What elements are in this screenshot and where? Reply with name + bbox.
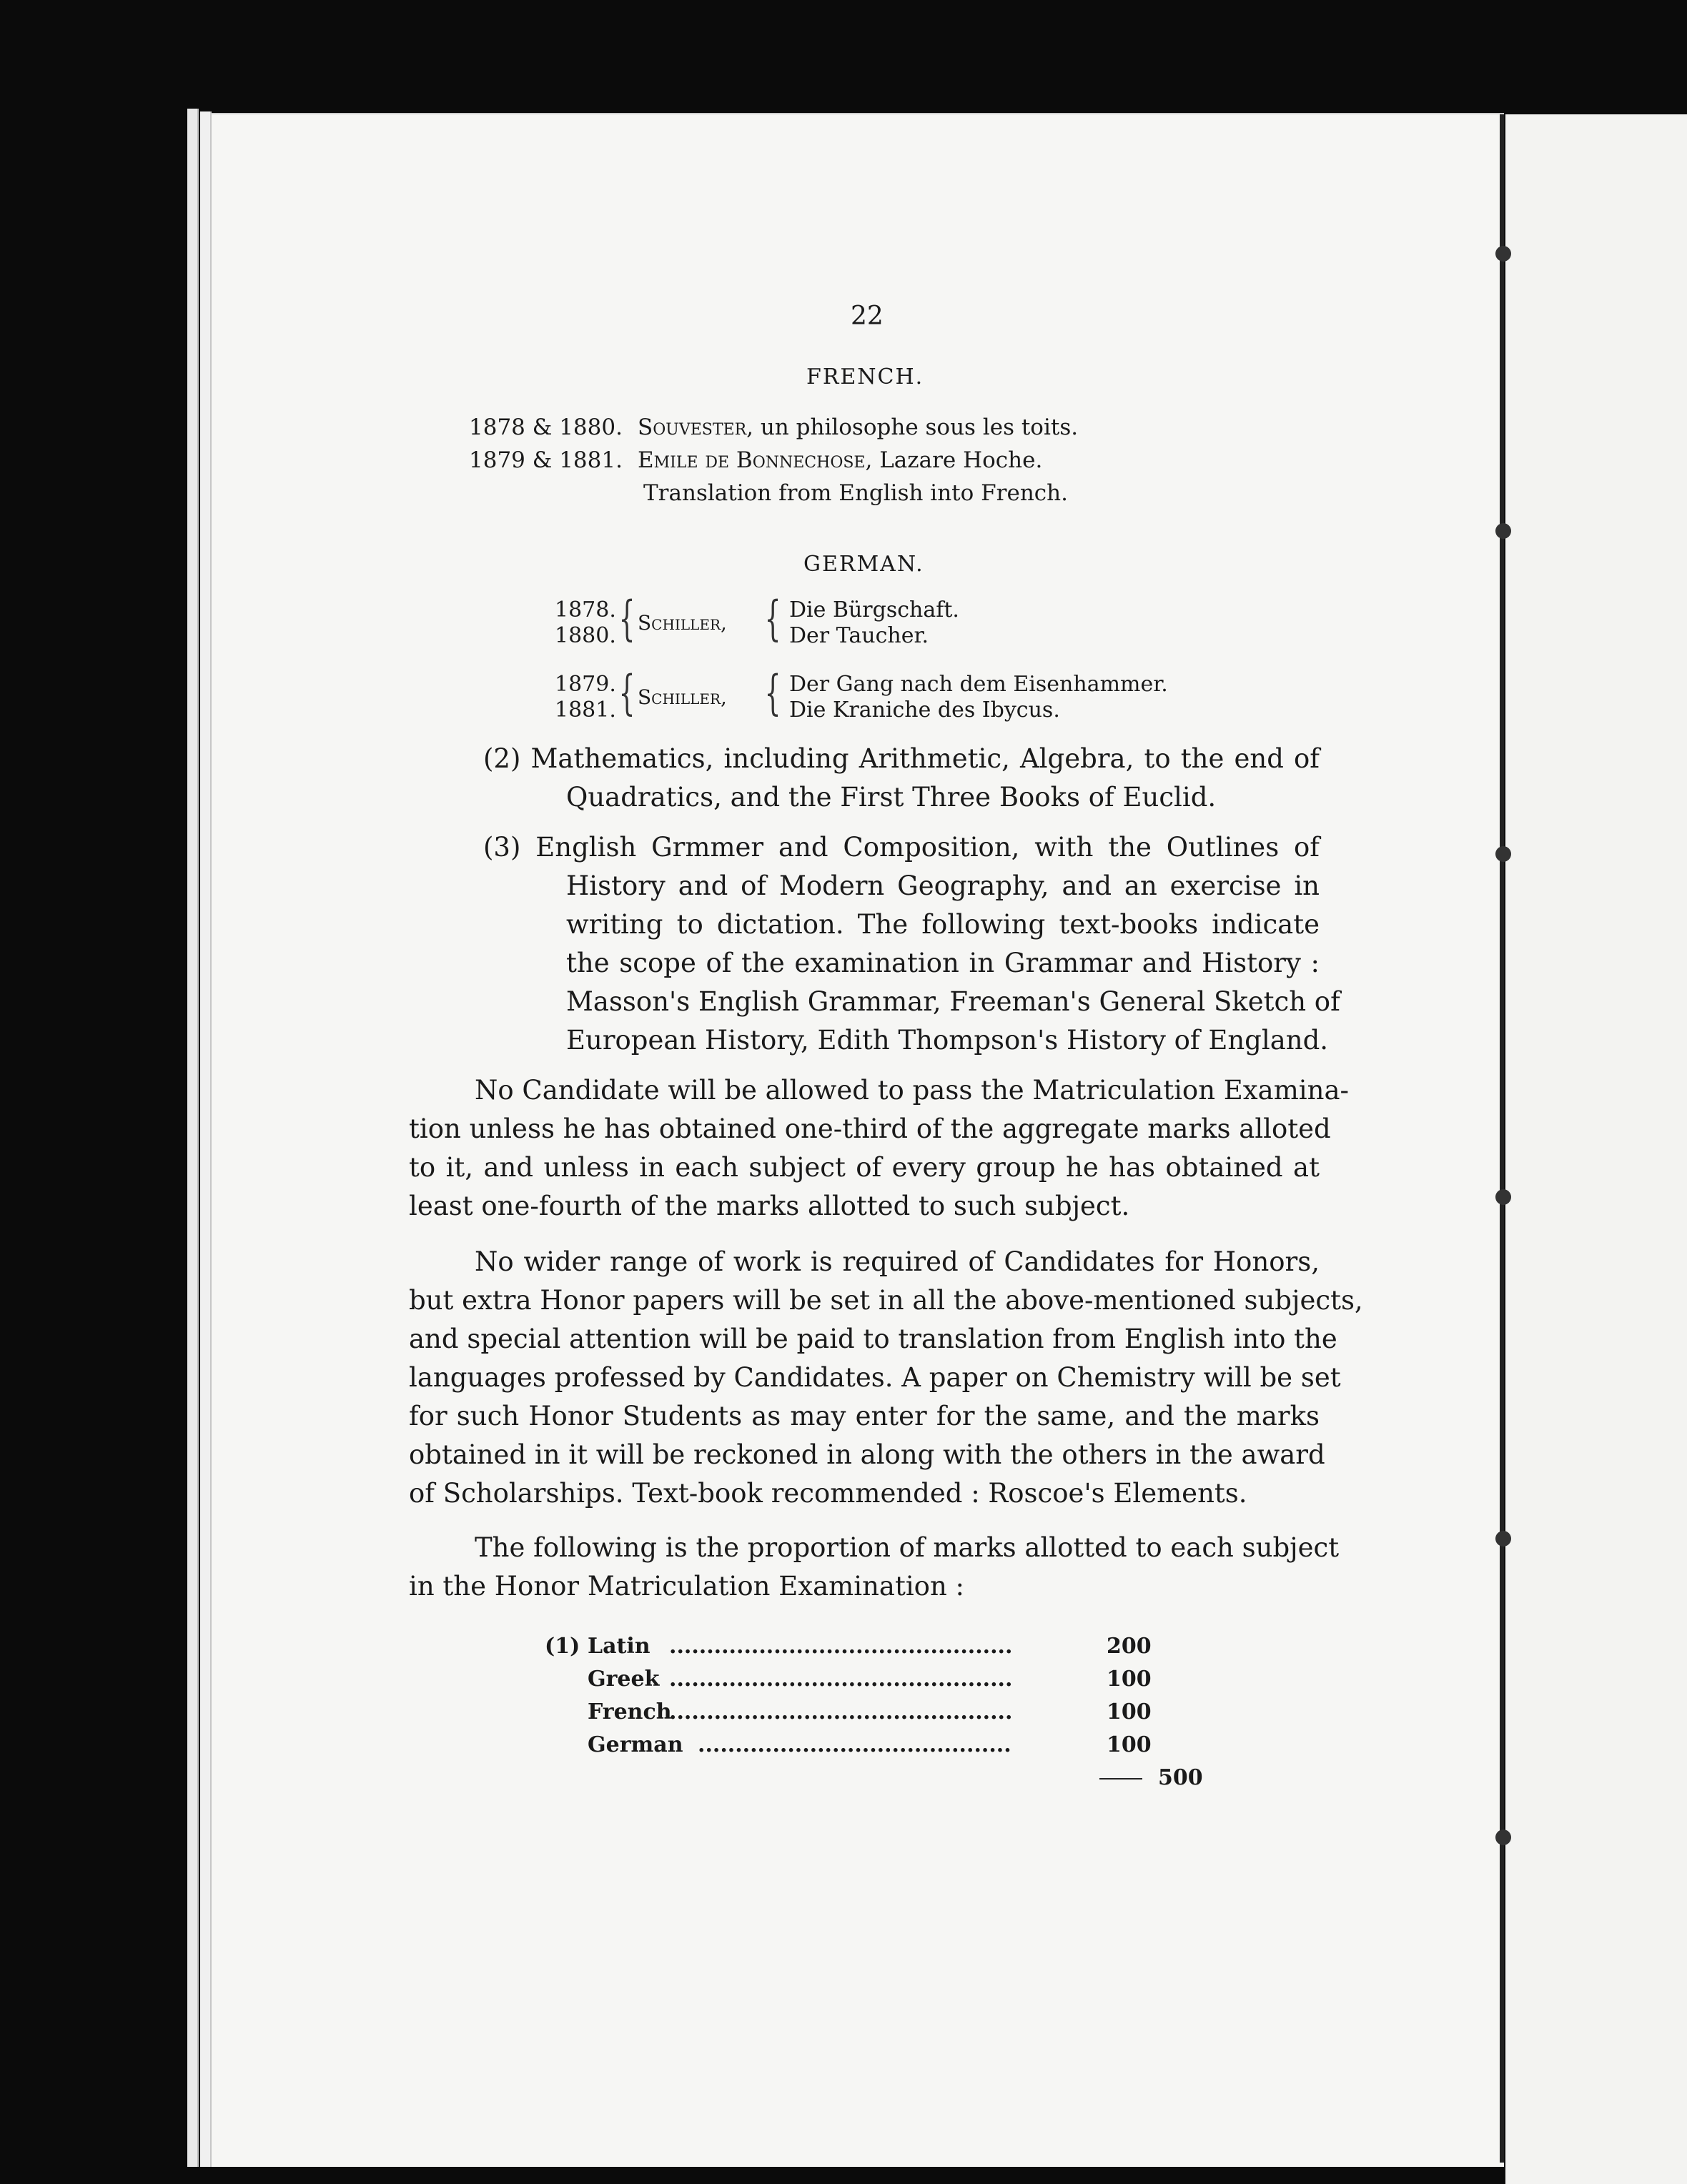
binding-stitch-icon <box>1495 1189 1511 1205</box>
year: 1881. <box>555 698 616 723</box>
text-line: in the Honor Matriculation Examination : <box>409 1571 964 1602</box>
facing-page <box>1505 114 1687 2184</box>
text-line: (2) Mathematics, including Arithmetic, Algebra, to the end of <box>483 743 1320 774</box>
text-line: writing to dictation. The following text-books indicate <box>566 909 1320 940</box>
text-line: No Candidate will be allowed to pass the Matriculation Examina- <box>475 1075 1350 1106</box>
year: 1879. <box>555 672 616 697</box>
text-line: but extra Honor papers will be set in all the above-mentioned subjects, <box>409 1285 1363 1316</box>
dot-leader: .............................................. <box>669 1699 1013 1724</box>
text-line: least one-fourth of the marks allotted to such subject. <box>409 1191 1130 1221</box>
text-line: European History, Edith Thompson's History of England. <box>566 1025 1329 1056</box>
text-line: Quadratics, and the First Three Books of Euclid. <box>566 782 1217 813</box>
page-edge <box>200 111 212 2167</box>
year: 1880. <box>555 623 616 648</box>
text-line: of Scholarships. Text-book recommended : Roscoe's Elements. <box>409 1478 1247 1509</box>
page-edge <box>187 109 199 2167</box>
french-entry <box>638 447 1042 473</box>
left-brace: { <box>618 591 635 646</box>
dot-leader: .............................................. <box>669 1667 1013 1692</box>
german-years <box>555 672 616 723</box>
right-brace: { <box>764 665 781 720</box>
text-line: languages professed by Candidates. A paper on Chemistry will be set <box>409 1362 1341 1393</box>
french-entry <box>638 415 1078 440</box>
french-entry-years: 1879 & 1881. <box>469 447 623 473</box>
french-heading: FRENCH. <box>806 364 924 389</box>
year: 1878. <box>555 597 616 622</box>
page-number: 22 <box>851 302 884 331</box>
total-rule <box>1099 1778 1142 1780</box>
german-years <box>555 597 616 649</box>
marks-subject: French <box>588 1699 672 1724</box>
author-name: Souvester, <box>638 415 753 440</box>
work-title: Lazare Hoche. <box>879 447 1043 473</box>
work-title: Der Taucher. <box>789 623 929 648</box>
book-spine <box>1500 114 1504 2163</box>
french-entry-years: 1878 & 1880. <box>469 415 623 440</box>
marks-value: 100 <box>1107 1699 1152 1724</box>
binding-stitch-icon <box>1495 246 1511 262</box>
text-line: No wider range of work is required of Candidates for Honors, <box>475 1246 1320 1277</box>
binding-stitch-icon <box>1495 846 1511 862</box>
marks-subject: German <box>588 1732 683 1757</box>
author-name: Schiller, <box>638 685 727 709</box>
marks-value: 200 <box>1107 1634 1152 1659</box>
dot-leader: .............................................. <box>669 1634 1013 1659</box>
author-name: Emile de Bonnechose, <box>638 447 873 473</box>
work-title: Der Gang nach dem Eisenhammer. <box>789 672 1168 697</box>
marks-group-label: (1) <box>545 1634 580 1659</box>
text-line: the scope of the examination in Grammar and History : <box>566 948 1320 978</box>
text-line: obtained in it will be reckoned in along with the others in the award <box>409 1439 1325 1470</box>
dot-leader: .......................................... <box>698 1732 1011 1757</box>
text-line: Masson's English Grammar, Freeman's General Sketch of <box>566 986 1340 1017</box>
right-brace: { <box>764 591 781 646</box>
german-heading: GERMAN. <box>803 552 924 577</box>
work-title: Die Bürgschaft. <box>789 597 959 622</box>
author-name: Schiller, <box>638 611 727 635</box>
left-brace: { <box>618 665 635 720</box>
text-line: (3) English Grmmer and Composition, with the Outlines of <box>483 832 1320 863</box>
german-works <box>789 672 1168 723</box>
german-works <box>789 597 959 649</box>
work-title: Die Kraniche des Ibycus. <box>789 698 1060 723</box>
work-title: un philosophe sous les toits. <box>760 415 1079 440</box>
binding-stitch-icon <box>1495 523 1511 539</box>
marks-value: 100 <box>1107 1667 1152 1692</box>
marks-total: 500 <box>1158 1765 1203 1790</box>
binding-stitch-icon <box>1495 1830 1511 1845</box>
text-line: History and of Modern Geography, and an exercise in <box>566 870 1320 901</box>
text-line: tion unless he has obtained one-third of the aggregate marks alloted <box>409 1113 1331 1144</box>
text-line: to it, and unless in each subject of every group he has obtained at <box>409 1152 1320 1183</box>
text-line: The following is the proportion of marks allotted to each subject <box>475 1532 1340 1563</box>
marks-subject: Latin <box>588 1634 650 1659</box>
binding-stitch-icon <box>1495 1531 1511 1547</box>
text-line: and special attention will be paid to translation from English into the <box>409 1324 1337 1354</box>
french-translation: Translation from English into French. <box>643 480 1068 506</box>
text-line: for such Honor Students as may enter for the same, and the marks <box>409 1401 1320 1431</box>
marks-value: 100 <box>1107 1732 1152 1757</box>
marks-subject: Greek <box>588 1667 660 1692</box>
